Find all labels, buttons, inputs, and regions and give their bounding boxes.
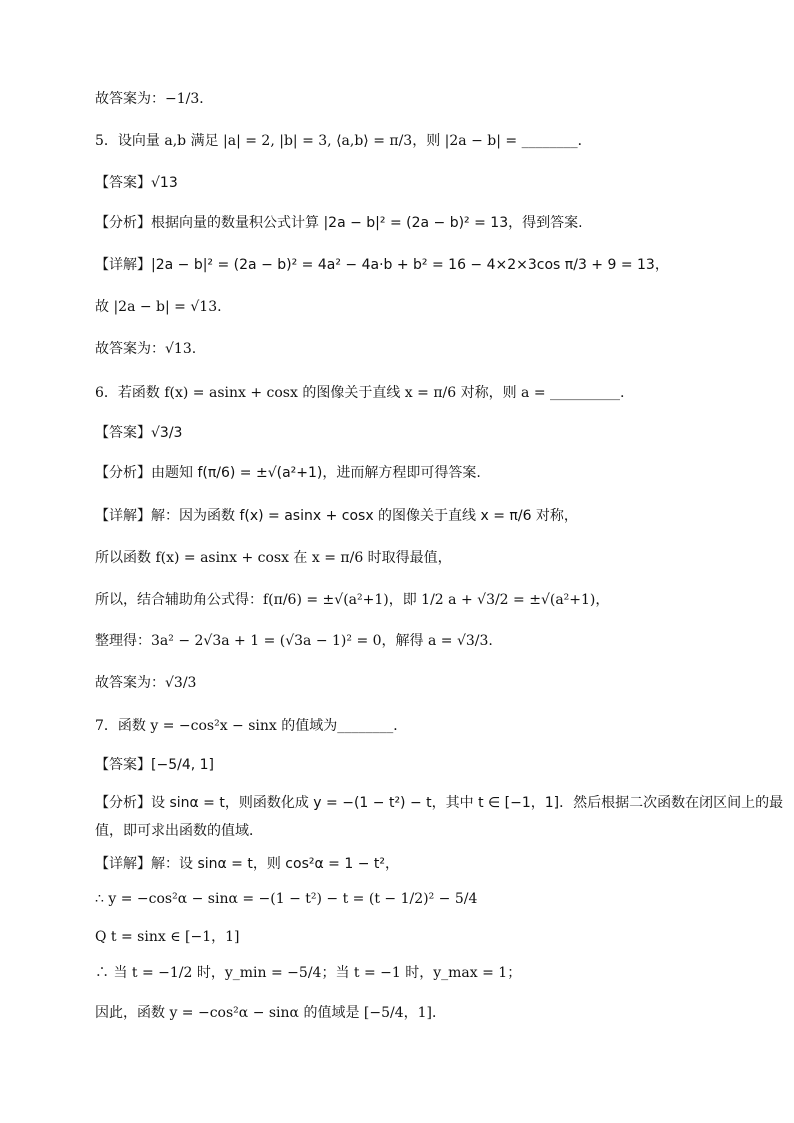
answer-q6: 【答案】√3/3: [95, 425, 183, 441]
analysis-q6: 【分析】由题知 f(π/6) = ±√(a²+1)，进而解方程即可得答案.: [95, 465, 481, 481]
answer-q7: 【答案】[−5/4, 1]: [95, 757, 214, 773]
solution-q5: 【详解】|2a − b|² = (2a − b)² = 4a² − 4a·b + b² = 16 − 4×2×3cos π/3 + 9 = 13，: [95, 257, 669, 273]
solution-q7-line1: 【详解】解：设 sinα = t，则 cos²α = 1 − t²，: [95, 856, 399, 872]
final-answer-q6: 故答案为：√3/3: [95, 675, 197, 691]
solution-q7-line3: Q t = sinx ∈ [−1，1]: [95, 929, 240, 945]
final-answer-q5: 故答案为：√13.: [95, 341, 197, 357]
solution-q6-line1: 【详解】解：因为函数 f(x) = asinx + cosx 的图像关于直线 x = π/6 对称，: [95, 508, 578, 524]
question-7: 7．函数 y = −cos²x − sinx 的值域为________．: [95, 718, 408, 734]
solution-q7-line4: ∴ 当 t = −1/2 时，y_min = −5/4；当 t = −1 时，y_max = 1；: [95, 965, 522, 981]
question-6: 6．若函数 f(x) = asinx + cosx 的图像关于直线 x = π/6 对称，则 a = __________.: [95, 385, 625, 401]
solution-q5-conclusion: 故 |2a − b| = √13.: [95, 299, 222, 315]
solution-q6-line4: 整理得：3a² − 2√3a + 1 = (√3a − 1)² = 0，解得 a = √3/3.: [95, 633, 493, 649]
solution-q7-conclusion: 因此，函数 y = −cos²α − sinα 的值域是 [−5/4，1]．: [95, 1005, 446, 1021]
solution-q6-line2: 所以函数 f(x) = asinx + cosx 在 x = π/6 时取得最值，: [95, 550, 452, 566]
solution-q7-line2: ∴ y = −cos²α − sinα = −(1 − t²) − t = (t − 1/2)² − 5/4: [95, 891, 478, 907]
analysis-q7-line2: 值，即可求出函数的值域．: [95, 823, 263, 839]
analysis-q7-line1: 【分析】设 sinα = t，则函数化成 y = −(1 − t²) − t，其中 t ∈ [−1，1]．然后根据二次函数在闭区间上的最: [95, 795, 784, 811]
answer-line-q4: 故答案为：−1/3．: [95, 91, 214, 107]
solution-q6-line3: 所以，结合辅助角公式得：f(π/6) = ±√(a²+1)，即 1/2 a + √3/2 = ±√(a²+1)，: [95, 592, 610, 608]
analysis-q5: 【分析】根据向量的数量积公式计算 |2a − b|² = (2a − b)² = 13，得到答案.: [95, 215, 583, 231]
question-5: 5．设向量 a,b 满足 |a| = 2, |b| = 3, ⟨a,b⟩ = π/3，则 |2a − b| = ________．: [95, 133, 592, 149]
answer-q5: 【答案】√13: [95, 175, 178, 191]
